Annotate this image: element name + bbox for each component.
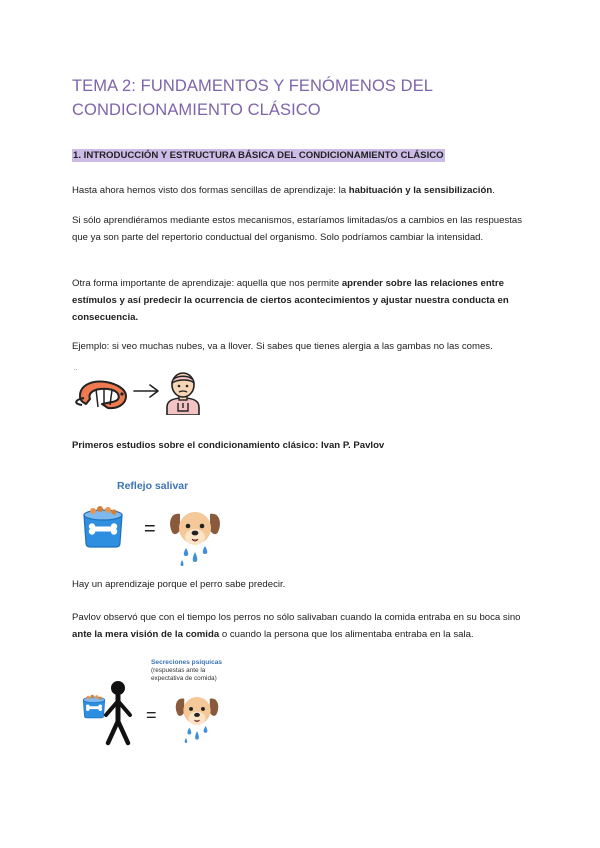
paragraph-5 <box>72 437 534 454</box>
drooling-dog-icon <box>168 508 222 570</box>
paragraph-4: Ejemplo: si veo muchas nubes, va a llover. Si sabes que tienes alergia a las gambas no las comes. <box>72 341 493 352</box>
paragraph-7-end: o cuando la persona que los alimentaba entraba en la sala. <box>219 629 474 640</box>
paragraph-7-bold: ante la mera visión de la comida <box>72 629 220 640</box>
arrow-icon <box>132 383 162 399</box>
figure-3-equals: = <box>146 705 157 725</box>
figure-3-label-sub2: expectativa de comida) <box>151 675 217 682</box>
stick-figure-icon <box>100 679 136 747</box>
shrimp-icon <box>72 374 132 414</box>
page-title: TEMA 2: FUNDAMENTOS Y FENÓMENOS DEL CONDICIONAMIENTO CLÁSICO <box>72 77 433 119</box>
figure-3-label <box>151 659 261 683</box>
paragraph-1-text: Hasta ahora hemos visto dos formas sencillas de aprendizaje: la <box>72 185 349 196</box>
figure-3-label-sub1: (respuestas ante la <box>151 667 206 674</box>
paragraph-5-bold: Primeros estudios sobre el condicionamiento clásico: Ivan P. Pavlov <box>72 440 385 451</box>
paragraph-2: Si sólo aprendiéramos mediante estos mecanismos, estaríamos limitadas/os a cambios en las respuestas que ya son parte del repertorio conductual del organismo. Solo podríamos cambiar la intensidad. <box>72 215 523 243</box>
figure-2-equals: = <box>144 518 156 540</box>
paragraph-6: Hay un aprendizaje porque el perro sabe predecir. <box>72 579 286 590</box>
paragraph-3 <box>72 275 534 326</box>
paragraph-3-text: Otra forma importante de aprendizaje: aquella que nos permite <box>72 278 342 289</box>
section-heading <box>72 150 445 161</box>
figure-3-label-title: Secreciones psíquicas <box>151 659 223 666</box>
paragraph-1-bold: habituación y la sensibilización <box>348 185 493 196</box>
paragraph-7 <box>72 609 534 643</box>
paragraph-1 <box>72 182 534 199</box>
paragraph-7-text: Pavlov observó que con el tiempo los perros no sólo salivaban cuando la comida entraba en su boca sino <box>72 612 521 623</box>
paragraph-1-end: . <box>492 185 495 196</box>
figure-1-marker: .. <box>74 366 78 372</box>
paragraph-3-bold: aprender sobre las relaciones entre estímulos y así predecir la ocurrencia de ciertos acontecimientos y ajustar nuestra conducta en consecuencia. <box>72 278 509 323</box>
dog-bowl-icon <box>80 503 126 549</box>
drooling-dog-icon <box>174 692 220 748</box>
allergic-person-icon <box>164 371 202 415</box>
section-heading-text: 1. INTRODUCCIÓN Y ESTRUCTURA BÁSICA DEL CONDICIONAMIENTO CLÁSICO <box>73 150 444 161</box>
figure-2-label: Reflejo salivar <box>117 480 189 492</box>
